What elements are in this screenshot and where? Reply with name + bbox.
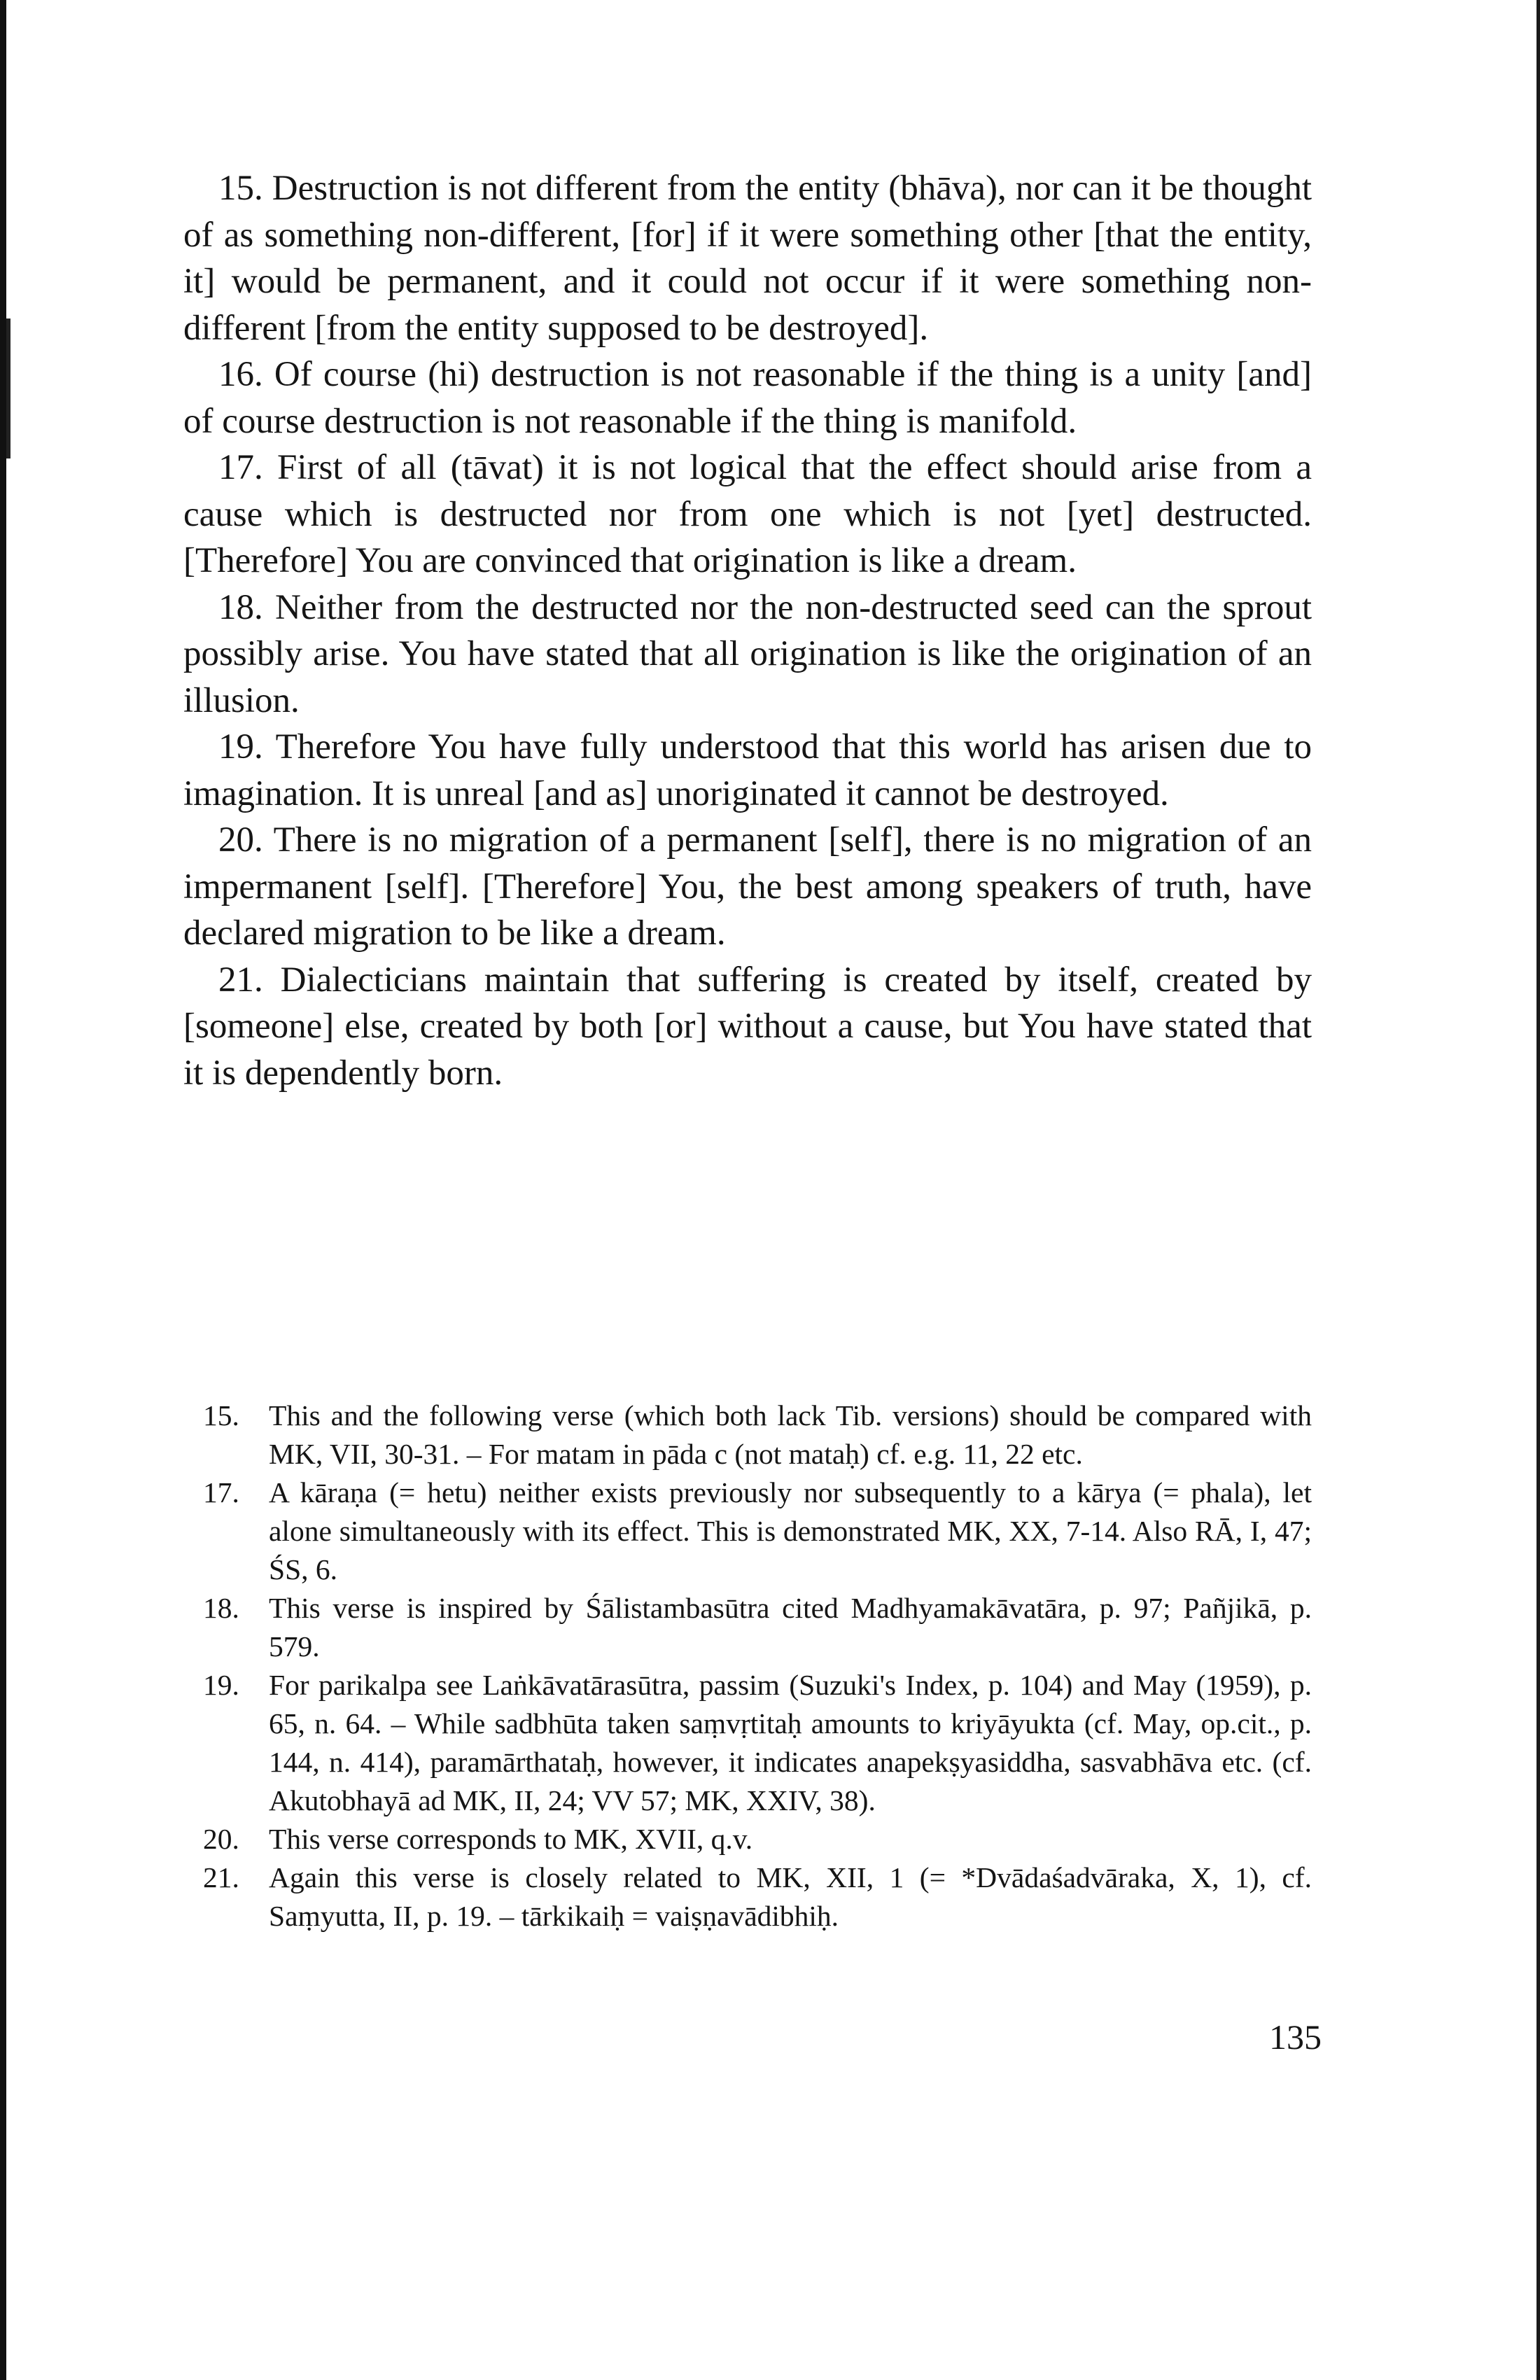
verse-19: 19. Therefore You have fully understood that this world has arisen due to imagination. It is unreal [and as] unoriginated it cannot be destroyed. bbox=[183, 727, 1312, 813]
verse-16: 16. Of course (hi) destruction is not reasonable if the thing is a unity [and] of course destruction is not reasonable if the thing is manifold. bbox=[183, 355, 1312, 441]
footnote-text: This verse is inspired by Śālistambasūtra cited Madhyamakāvatāra, p. 97; Pañjikā, p. 579. bbox=[269, 1592, 1312, 1662]
main-text bbox=[183, 165, 1312, 1096]
footnote-number: 15. bbox=[203, 1399, 239, 1432]
footnote-text: Again this verse is closely related to MK, XII, 1 (= *Dvādaśadvāraka, X, 1), cf. Saṃyutta, II, p. 19. – tārkikaiḥ = vaiṣṇavādibhiḥ. bbox=[269, 1861, 1312, 1932]
footnote-17 bbox=[183, 1474, 1312, 1589]
scan-edge-notch bbox=[6, 318, 10, 458]
footnote-number: 17. bbox=[203, 1476, 239, 1508]
footnote-20 bbox=[183, 1820, 1312, 1858]
footnote-19 bbox=[183, 1666, 1312, 1820]
footnote-text: For parikalpa see Laṅkāvatārasūtra, passim (Suzuki's Index, p. 104) and May (1959), p. 65, n. 64. – While sadbhūta taken saṃvṛtitaḥ amounts to kriyāyukta (cf. May, op.cit., p. 144, n. 414), paramārthataḥ, however, it indicates anapekṣyasiddha, sasvabhāva etc. (cf. Akutobhayā ad MK, II, 24; VV 57; MK, XXIV, 38). bbox=[269, 1669, 1312, 1816]
verse-15: 15. Destruction is not different from the entity (bhāva), nor can it be thought of as something non-different, [for] if it were something other [that the entity, it] would be permanent, and it could not occur if it were something non-different [from the entity supposed to be destroyed]. bbox=[183, 169, 1312, 348]
verse-17: 17. First of all (tāvat) it is not logical that the effect should arise from a cause which is destructed nor from one which is not [yet] destructed. [Therefore] You are convinced that origination is like a dream. bbox=[183, 448, 1312, 580]
verse-18: 18. Neither from the destructed nor the non-destructed seed can the sprout possibly arise. You have stated that all origination is like the origination of an illusion. bbox=[183, 587, 1312, 720]
footnote-text: A kāraṇa (= hetu) neither exists previously nor subsequently to a kārya (= phala), let alone simultaneously with its effect. This is demonstrated MK, XX, 7-14. Also RĀ, I, 47; ŚS, 6. bbox=[269, 1476, 1312, 1586]
scan-edge-left bbox=[0, 0, 6, 2380]
footnote-text: This verse corresponds to MK, XVII, q.v. bbox=[269, 1823, 753, 1855]
footnote-text: This and the following verse (which both lack Tib. versions) should be compared with MK, VII, 30-31. – For matam in pāda c (not mataḥ) cf. e.g. 11, 22 etc. bbox=[269, 1399, 1312, 1470]
footnote-number: 19. bbox=[203, 1669, 239, 1701]
footnote-18 bbox=[183, 1589, 1312, 1666]
verse-21: 21. Dialecticians maintain that suffering is created by itself, created by [someone] else, created by both [or] without a cause, but You have stated that it is dependently born. bbox=[183, 960, 1312, 1093]
page-number: 135 bbox=[1269, 2017, 1322, 2057]
footnote-number: 21. bbox=[203, 1861, 239, 1893]
scan-edge-right bbox=[1536, 0, 1540, 2380]
footnote-21 bbox=[183, 1858, 1312, 1935]
verse-20: 20. There is no migration of a permanent [self], there is no migration of an impermanent [self]. [Therefore] You, the best among speakers of truth, have declared migration to be like a dream. bbox=[183, 820, 1312, 953]
footnote-number: 20. bbox=[203, 1823, 239, 1855]
footnotes bbox=[183, 1396, 1312, 1935]
footnote-number: 18. bbox=[203, 1592, 239, 1624]
footnote-15 bbox=[183, 1396, 1312, 1474]
